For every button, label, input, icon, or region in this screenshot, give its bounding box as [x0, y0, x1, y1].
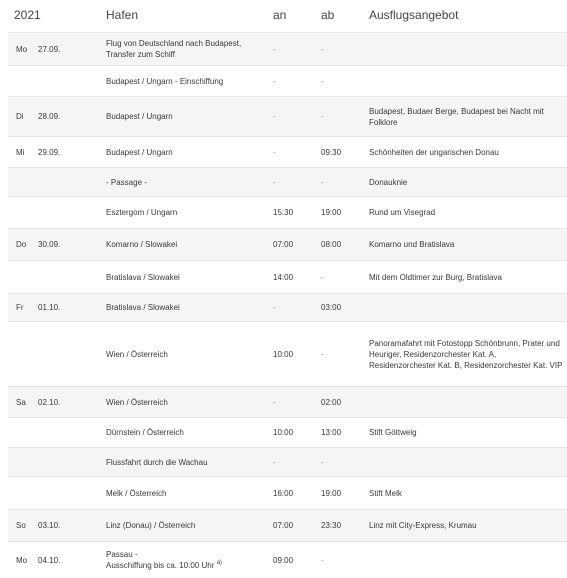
- excursion-cell: Schönheiten der ungarischen Donau: [369, 147, 499, 157]
- arrival-cell: -: [273, 44, 276, 54]
- departure-cell: 03:00: [321, 303, 342, 312]
- excursion-cell: Panoramafahrt mit Fotostopp Schönbrunn, Prater und Heuriger, Residenzorchester Kat. A, Residenzorchester Kat. B, Residenzorchester Kat. VIP: [369, 338, 563, 370]
- arrival-cell: 14:00: [273, 272, 294, 282]
- departure-cell: -: [321, 76, 324, 86]
- port-cell: Budapest / Ungarn: [106, 112, 173, 121]
- arrival-cell: 07:00: [273, 521, 294, 530]
- excursion-cell: Budapest, Budaer Berge, Budapest bei Nacht mit Folklore: [369, 106, 544, 127]
- date-cell: 27.09.: [38, 44, 61, 54]
- table-row: [8, 196, 567, 228]
- port-cell: Melk / Österreich: [106, 488, 167, 498]
- day-cell: Di: [16, 112, 24, 121]
- port-cell: Wien / Österreich: [106, 349, 168, 359]
- excursion-cell: [369, 66, 564, 96]
- departure-cell: -: [321, 112, 324, 121]
- departure-cell: 08:00: [321, 240, 342, 249]
- port-cell: [106, 542, 266, 578]
- departure-cell: 09:30: [321, 147, 342, 157]
- port-line: [106, 560, 222, 571]
- port-cell: Esztergom / Ungarn: [106, 208, 178, 217]
- date-cell: [38, 261, 93, 293]
- arrival-cell: -: [273, 76, 276, 86]
- date-cell: 02.10.: [38, 397, 61, 407]
- departure-cell: -: [321, 272, 324, 282]
- date-cell: 29.09.: [38, 147, 61, 157]
- departure-cell: -: [321, 44, 324, 54]
- arrival-cell: 09:00: [273, 555, 294, 565]
- port-cell: Budapest / Ungarn: [106, 147, 173, 157]
- table-row: [8, 293, 567, 321]
- table-row: [8, 136, 567, 167]
- table-body: [8, 32, 567, 578]
- arrival-cell: -: [273, 397, 276, 407]
- disembarkation-text: Ausschiffung bis ca. 10:00 Uhr: [106, 561, 215, 570]
- table-row: [8, 447, 567, 476]
- excursion-cell: Rund um Visegrad: [369, 208, 436, 217]
- departure-cell: -: [321, 177, 324, 187]
- day-cell: [16, 448, 36, 476]
- day-cell: So: [16, 521, 26, 530]
- excursion-cell: Komarno und Bratislava: [369, 240, 455, 249]
- date-cell: 01.10.: [38, 303, 61, 312]
- table-row: [8, 167, 567, 196]
- arrival-cell: -: [273, 457, 276, 467]
- arrival-cell: 16:00: [273, 488, 294, 498]
- day-cell: [16, 197, 36, 228]
- day-cell: Mo: [16, 44, 28, 54]
- arrival-cell: 07:00: [273, 240, 294, 249]
- day-cell: [16, 418, 36, 447]
- arrival-cell: 10:00: [273, 428, 294, 437]
- excursion-cell: [369, 448, 564, 476]
- excursion-cell: [369, 294, 564, 321]
- header-departure: ab: [321, 8, 335, 22]
- table-row: [8, 96, 567, 136]
- port-cell: Flussfahrt durch die Wachau: [106, 457, 208, 467]
- header-arrival: an: [273, 8, 287, 22]
- port-cell: - Passage -: [106, 177, 147, 187]
- departure-cell: -: [321, 349, 324, 359]
- date-cell: [38, 477, 93, 509]
- date-cell: 28.09.: [38, 112, 61, 121]
- departure-cell: 23:30: [321, 521, 342, 530]
- departure-cell: -: [321, 457, 324, 467]
- port-cell: Wien / Österreich: [106, 397, 168, 407]
- date-cell: [38, 418, 93, 447]
- departure-cell: 19:00: [321, 208, 342, 217]
- port-cell: Linz (Donau) / Österreich: [106, 521, 196, 530]
- departure-cell: 19:00: [321, 488, 342, 498]
- excursion-cell: Stift Melk: [369, 488, 402, 498]
- table-row: [8, 509, 567, 541]
- day-cell: Mo: [16, 555, 28, 565]
- port-cell: Bratislava / Slowakei: [106, 272, 180, 282]
- header-excursions: Ausflugsangebot: [369, 8, 459, 22]
- excursion-cell: Mit dem Oldtimer zur Burg, Bratislava: [369, 272, 502, 282]
- table-row: [8, 260, 567, 293]
- excursion-cell: Donauknie: [369, 177, 408, 187]
- arrival-cell: -: [273, 177, 276, 187]
- day-cell: [16, 477, 36, 509]
- date-cell: [38, 322, 93, 386]
- date-cell: 30.09.: [38, 240, 61, 249]
- table-row: [8, 321, 567, 386]
- port-cell: Komarno / Slowakei: [106, 240, 178, 249]
- day-cell: Mi: [16, 147, 25, 157]
- excursion-cell: [369, 542, 564, 578]
- arrival-cell: 10:00: [273, 349, 294, 359]
- header-year: 2021: [14, 8, 41, 22]
- port-cell: Flug von Deutschland nach Budapest, Transfer zum Schiff: [106, 39, 242, 59]
- excursion-cell: [369, 387, 564, 417]
- excursion-cell: Linz mit City-Express, Krumau: [369, 521, 477, 530]
- arrival-cell: -: [273, 303, 276, 312]
- day-cell: [16, 168, 36, 196]
- port-line: Passau -: [106, 550, 138, 559]
- departure-cell: 02:00: [321, 397, 342, 407]
- date-cell: 03.10.: [38, 521, 61, 530]
- date-cell: [38, 448, 93, 476]
- date-cell: [38, 197, 93, 228]
- port-cell: Bratislava / Slowakei: [106, 303, 180, 312]
- date-cell: [38, 168, 93, 196]
- arrival-cell: 15:30: [273, 208, 294, 217]
- port-cell: Budapest / Ungarn - Einschiffung: [106, 76, 224, 86]
- table-row: [8, 32, 567, 65]
- header-port: Hafen: [106, 8, 139, 22]
- date-cell: [38, 66, 93, 96]
- day-cell: Sa: [16, 397, 26, 407]
- table-row: [8, 228, 567, 260]
- table-row: [8, 417, 567, 447]
- day-cell: [16, 322, 36, 386]
- footnote-marker: a): [216, 560, 222, 566]
- table-row: [8, 476, 567, 509]
- arrival-cell: -: [273, 112, 276, 121]
- day-cell: [16, 66, 36, 96]
- departure-cell: 13:00: [321, 428, 342, 437]
- day-cell: Fr: [16, 303, 24, 312]
- date-cell: 04.10.: [38, 555, 61, 565]
- table-row: [8, 541, 567, 578]
- departure-cell: -: [321, 555, 324, 565]
- day-cell: [16, 261, 36, 293]
- table-header: [0, 0, 567, 32]
- port-cell: Dürnstein / Österreich: [106, 428, 184, 437]
- excursion-cell: Stift Göttweig: [369, 428, 417, 437]
- excursion-cell: [369, 33, 564, 65]
- table-row: [8, 386, 567, 417]
- day-cell: Do: [16, 240, 27, 249]
- table-row: [8, 65, 567, 96]
- arrival-cell: -: [273, 147, 276, 157]
